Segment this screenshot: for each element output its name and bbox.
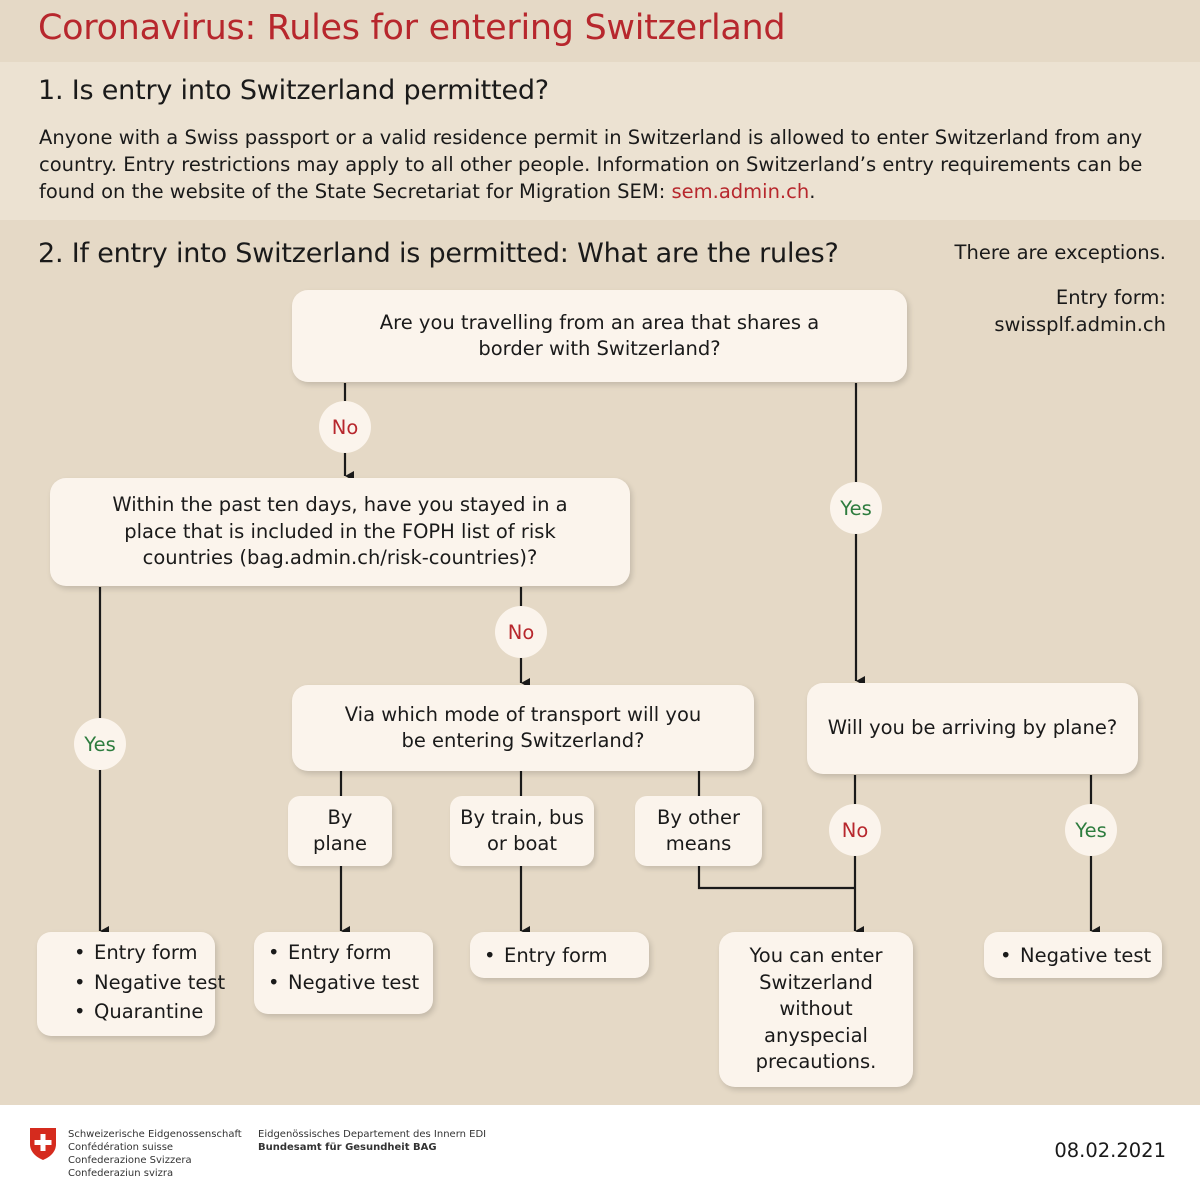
option-by-plane [288,796,392,866]
question-plane-text: Will you be arriving by plane? [827,716,1118,740]
question-plane [807,683,1138,774]
option-by-train-bus-boat [450,796,594,866]
page-title: Coronavirus: Rules for entering Switzerland [38,8,786,48]
entry-form-label: Entry form: [1055,286,1166,309]
section1-period: . [809,180,816,203]
result-item: • Entry form [484,941,649,971]
label-no-border: No [319,401,371,453]
exceptions-note: There are exceptions. [954,241,1166,264]
department-name: Eidgenössisches Departement des Innern EDI [258,1129,487,1140]
result-by-train [470,932,649,978]
sem-link[interactable]: sem.admin.ch [671,180,810,203]
result-item: • Entry form [74,938,215,968]
question-risk-countries [50,478,630,586]
confed-line: Confederaziun svizra [68,1168,174,1179]
result-no-precautions [719,932,913,1087]
label-yes-border: Yes [830,482,882,534]
department-block [258,1128,486,1154]
confed-line: Confédération suisse [68,1142,174,1153]
confederation-names [68,1128,242,1180]
section1-text: Anyone with a Swiss passport or a valid residence permit in Switzerland is allowed to enter Switzerland from any country. Entry restrictions may apply to all other people. Information on Switzerland’s entry requirements can be found on the website of the State Secretariat for Migration SEM: [39,126,1143,203]
entry-form-link[interactable]: swissplf.admin.ch [994,313,1166,336]
result-item: • Entry form [268,938,433,968]
section2-heading: 2. If entry into Switzerland is permitted: What are the rules? [38,238,839,269]
confed-line: Schweizerische Eidgenossenschaft [68,1129,242,1140]
label-yes-risk: Yes [74,718,126,770]
result-negative-test [984,932,1162,978]
result-by-plane [254,932,433,1014]
label-no-risk: No [495,606,547,658]
result-item: • Negative test [74,968,215,998]
question-transport [292,685,754,771]
question-risk-text: Within the past ten days, have you stayed in a place that is included in the FOPH list of risk countries (bag.admin.ch/risk-countries)? [112,493,568,570]
option-by-other-means [635,796,762,866]
result-item: • Negative test [1000,941,1162,971]
result-risk-countries [37,932,226,1036]
option-by-plane-text: By plane [312,806,368,855]
question-border-text: Are you travelling from an area that shares a border with Switzerland? [379,310,820,360]
swiss-cross-logo [28,1127,58,1161]
result-no-precautions-text: You can enter Switzerland without anyspecial precautions. [749,944,883,1074]
question-border [292,290,907,382]
office-name: Bundesamt für Gesundheit BAG [258,1142,437,1153]
publication-date: 08.02.2021 [1054,1139,1166,1162]
result-item: • Negative test [268,968,433,998]
label-yes-plane: Yes [1065,804,1117,856]
option-other-text: By other means [656,806,741,855]
label-no-plane: No [829,804,881,856]
section1-heading: 1. Is entry into Switzerland permitted? [38,75,549,106]
question-transport-text: Via which mode of transport will you be entering Switzerland? [344,702,702,752]
option-train-text: By train, bus or boat [460,806,584,855]
result-item: • Quarantine [74,997,215,1027]
line-other-to-free [699,866,856,888]
confed-line: Confederazione Svizzera [68,1155,192,1166]
footer [0,1105,1200,1200]
